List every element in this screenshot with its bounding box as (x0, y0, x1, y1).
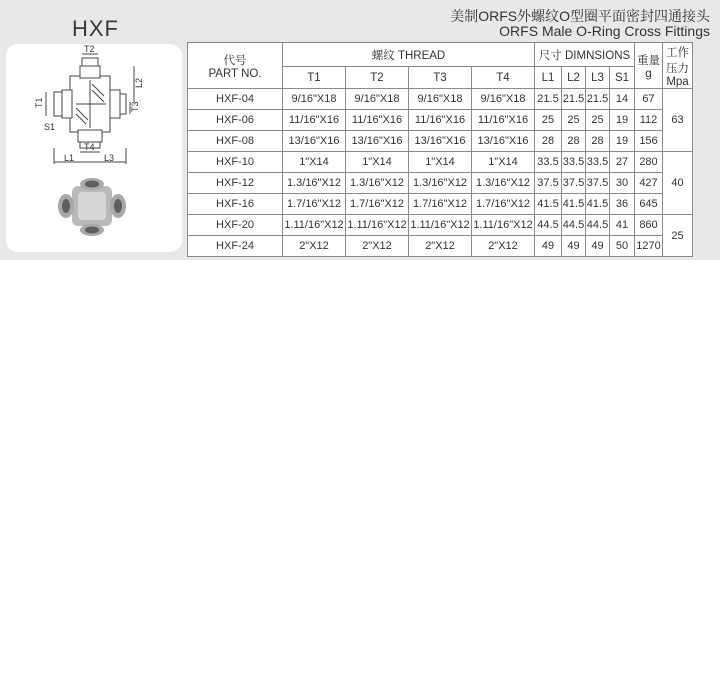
table-row (188, 152, 693, 173)
header-pressure (663, 43, 693, 89)
cell-s1: 19 (610, 131, 635, 152)
cell-part: HXF-10 (188, 152, 283, 173)
header-s1: S1 (610, 67, 635, 89)
label-s1: S1 (44, 122, 56, 132)
cell-weight: 67 (635, 89, 663, 110)
cell-s1: 27 (610, 152, 635, 173)
cell-t3: 9/16"X18 (409, 89, 472, 110)
cell-s1: 30 (610, 173, 635, 194)
cell-l2: 49 (562, 236, 586, 257)
cell-s1: 14 (610, 89, 635, 110)
header-pressure-cn1: 工作 (666, 46, 689, 59)
cell-part: HXF-20 (188, 215, 283, 236)
cell-t1: 11/16"X16 (283, 110, 346, 131)
header-thread: 螺纹 THREAD (283, 43, 535, 67)
cell-t4: 1"X14 (472, 152, 535, 173)
fitting-photo (58, 178, 126, 236)
cell-part: HXF-16 (188, 194, 283, 215)
cell-l3: 44.5 (586, 215, 610, 236)
cell-t1: 1"X14 (283, 152, 346, 173)
cell-pressure: 25 (663, 215, 693, 257)
cell-t2: 13/16"X16 (346, 131, 409, 152)
table-row (188, 131, 693, 152)
header-dimensions: 尺寸 DIMNSIONS (535, 43, 635, 67)
header-part-en: PART NO. (208, 67, 262, 80)
cell-t1: 1.3/16"X12 (283, 173, 346, 194)
cell-t3: 2"X12 (409, 236, 472, 257)
cell-t4: 13/16"X16 (472, 131, 535, 152)
header-t4: T4 (472, 67, 535, 89)
cell-l2: 37.5 (562, 173, 586, 194)
cell-l3: 25 (586, 110, 610, 131)
cell-weight: 860 (635, 215, 663, 236)
cell-l2: 44.5 (562, 215, 586, 236)
figure-card (6, 44, 182, 252)
cell-l1: 44.5 (535, 215, 562, 236)
cell-t1: 13/16"X16 (283, 131, 346, 152)
catalog-panel (0, 0, 720, 260)
cell-pressure: 40 (663, 152, 693, 215)
cell-l2: 21.5 (562, 89, 586, 110)
header-weight (635, 43, 663, 89)
table-row (188, 110, 693, 131)
cell-s1: 50 (610, 236, 635, 257)
cell-l2: 28 (562, 131, 586, 152)
cell-t4: 1.7/16"X12 (472, 194, 535, 215)
cell-t4: 1.3/16"X12 (472, 173, 535, 194)
cell-part: HXF-04 (188, 89, 283, 110)
label-t1: T1 (34, 97, 44, 108)
label-t2: T2 (84, 44, 95, 54)
cell-part: HXF-06 (188, 110, 283, 131)
cell-l1: 33.5 (535, 152, 562, 173)
title-chinese: 美制ORFS外螺纹O型圈平面密封四通接头 (450, 8, 710, 24)
cell-l1: 41.5 (535, 194, 562, 215)
cell-l3: 37.5 (586, 173, 610, 194)
cell-t3: 13/16"X16 (409, 131, 472, 152)
header-weight-cn: 重量 (637, 54, 660, 67)
cell-part: HXF-12 (188, 173, 283, 194)
cell-l2: 25 (562, 110, 586, 131)
cell-t3: 11/16"X16 (409, 110, 472, 131)
cell-t1: 9/16"X18 (283, 89, 346, 110)
cell-l3: 28 (586, 131, 610, 152)
product-code: HXF (72, 16, 119, 41)
header-part-no (188, 43, 283, 89)
cell-weight: 112 (635, 110, 663, 131)
cell-l3: 49 (586, 236, 610, 257)
cell-t2: 9/16"X18 (346, 89, 409, 110)
cell-l1: 21.5 (535, 89, 562, 110)
cell-t1: 2"X12 (283, 236, 346, 257)
cell-t4: 2"X12 (472, 236, 535, 257)
cell-t4: 9/16"X18 (472, 89, 535, 110)
cell-pressure: 63 (663, 89, 693, 152)
cell-weight: 280 (635, 152, 663, 173)
header-t2: T2 (346, 67, 409, 89)
cell-t3: 1"X14 (409, 152, 472, 173)
cell-t1: 1.11/16"X12 (283, 215, 346, 236)
cell-part: HXF-24 (188, 236, 283, 257)
table-row (188, 194, 693, 215)
cell-weight: 645 (635, 194, 663, 215)
cell-t2: 1.11/16"X12 (346, 215, 409, 236)
table-row (188, 173, 693, 194)
label-t4: T4 (84, 142, 95, 152)
header-t3: T3 (409, 67, 472, 89)
cell-t4: 11/16"X16 (472, 110, 535, 131)
cell-t2: 11/16"X16 (346, 110, 409, 131)
cell-s1: 41 (610, 215, 635, 236)
cell-l1: 37.5 (535, 173, 562, 194)
cell-t2: 2"X12 (346, 236, 409, 257)
cell-t3: 1.3/16"X12 (409, 173, 472, 194)
cell-s1: 19 (610, 110, 635, 131)
label-l1: L1 (64, 153, 75, 163)
label-l3: L3 (104, 153, 115, 163)
header-l3: L3 (586, 67, 610, 89)
header-part-cn: 代号 (223, 54, 247, 67)
cell-weight: 156 (635, 131, 663, 152)
cell-t1: 1.7/16"X12 (283, 194, 346, 215)
cell-t4: 1.11/16"X12 (472, 215, 535, 236)
technical-drawing (6, 44, 182, 252)
cell-l2: 41.5 (562, 194, 586, 215)
cell-l1: 25 (535, 110, 562, 131)
cell-t2: 1.3/16"X12 (346, 173, 409, 194)
table-row (188, 89, 693, 110)
table-row (188, 215, 693, 236)
label-l2: L2 (134, 77, 144, 88)
header-l1: L1 (535, 67, 562, 89)
cell-l3: 21.5 (586, 89, 610, 110)
cell-t2: 1.7/16"X12 (346, 194, 409, 215)
header-pressure-cn2: 压力 (666, 62, 689, 75)
cell-l2: 33.5 (562, 152, 586, 173)
header-t1: T1 (283, 67, 346, 89)
spec-table (187, 42, 693, 257)
cell-s1: 36 (610, 194, 635, 215)
header-pressure-unit: Mpa (666, 75, 689, 88)
cell-l3: 33.5 (586, 152, 610, 173)
cell-weight: 1270 (635, 236, 663, 257)
cell-weight: 427 (635, 173, 663, 194)
cell-t3: 1.11/16"X12 (409, 215, 472, 236)
title-english: ORFS Male O-Ring Cross Fittings (499, 23, 710, 39)
cell-l1: 49 (535, 236, 562, 257)
cell-part: HXF-08 (188, 131, 283, 152)
header-l2: L2 (562, 67, 586, 89)
table-row (188, 236, 693, 257)
cell-l3: 41.5 (586, 194, 610, 215)
cell-t3: 1.7/16"X12 (409, 194, 472, 215)
cell-t2: 1"X14 (346, 152, 409, 173)
label-t3: T3 (130, 101, 140, 112)
cell-l1: 28 (535, 131, 562, 152)
header-weight-unit: g (645, 67, 652, 80)
